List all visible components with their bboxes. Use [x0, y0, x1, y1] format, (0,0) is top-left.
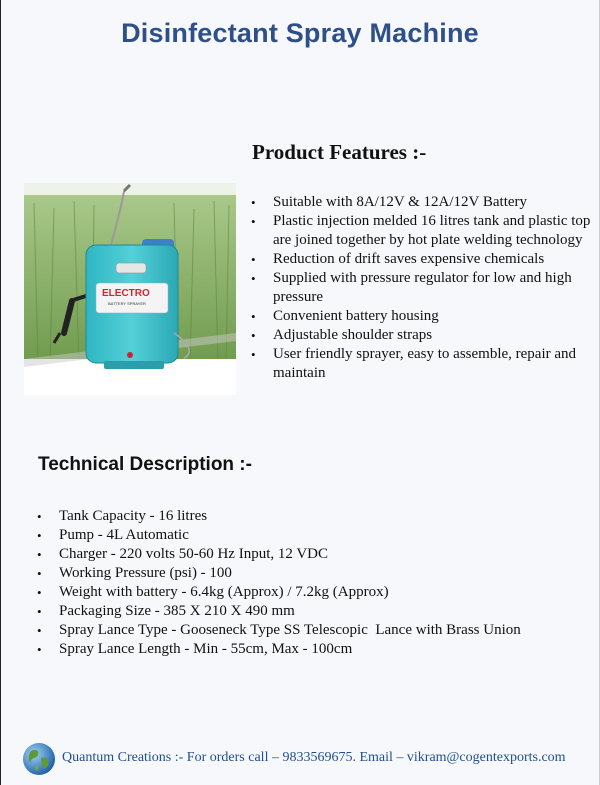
list-item: • Spray Lance Type - Gooseneck Type SS Telescopic Lance with Brass Union	[37, 622, 521, 638]
footer-contact-text: Quantum Creations :- For orders call – 9833569675. Email – vikram@cogentexports.com	[62, 750, 566, 765]
list-item: • Spray Lance Length - Min - 55cm, Max - 100cm	[37, 641, 353, 657]
technical-description-list	[37, 507, 589, 659]
brand-label: ELECTRO	[102, 288, 150, 299]
list-item: • User friendly sprayer, easy to assemble, repair and maintain	[251, 346, 577, 381]
list-item: • Tank Capacity - 16 litres	[37, 508, 208, 524]
list-item: • Weight with battery - 6.4kg (Approx) / 7.2kg (Approx)	[37, 584, 389, 600]
footer	[22, 742, 582, 776]
list-item: • Working Pressure (psi) - 100	[37, 565, 232, 581]
list-item: • Convenient battery housing	[251, 308, 439, 324]
product-features-list	[251, 193, 591, 383]
list-item: • Adjustable shoulder straps	[251, 327, 433, 343]
list-item: • Plastic injection melded 16 litres tank and plastic top are joined together by hot plate welding technology	[251, 213, 591, 248]
list-item: • Supplied with pressure regulator for low and high pressure	[251, 270, 572, 305]
product-features-heading: Product Features :-	[252, 140, 427, 164]
list-item: • Packaging Size - 385 X 210 X 490 mm	[37, 603, 295, 619]
globe-icon	[22, 742, 56, 776]
technical-description-heading: Technical Description :-	[38, 454, 252, 475]
list-item: • Suitable with 8A/12V & 12A/12V Battery	[251, 194, 528, 210]
list-item: • Pump - 4L Automatic	[37, 527, 189, 543]
list-item: • Reduction of drift saves expensive chemicals	[251, 251, 545, 267]
page-edge-left	[0, 0, 1, 785]
page-title: Disinfectant Spray Machine	[121, 18, 479, 48]
list-item: • Charger - 220 volts 50-60 Hz Input, 12 VDC	[37, 546, 329, 562]
brand-sub-label: BATTERY SPRAYER	[108, 301, 146, 306]
battery-sprayer-image	[24, 183, 236, 395]
